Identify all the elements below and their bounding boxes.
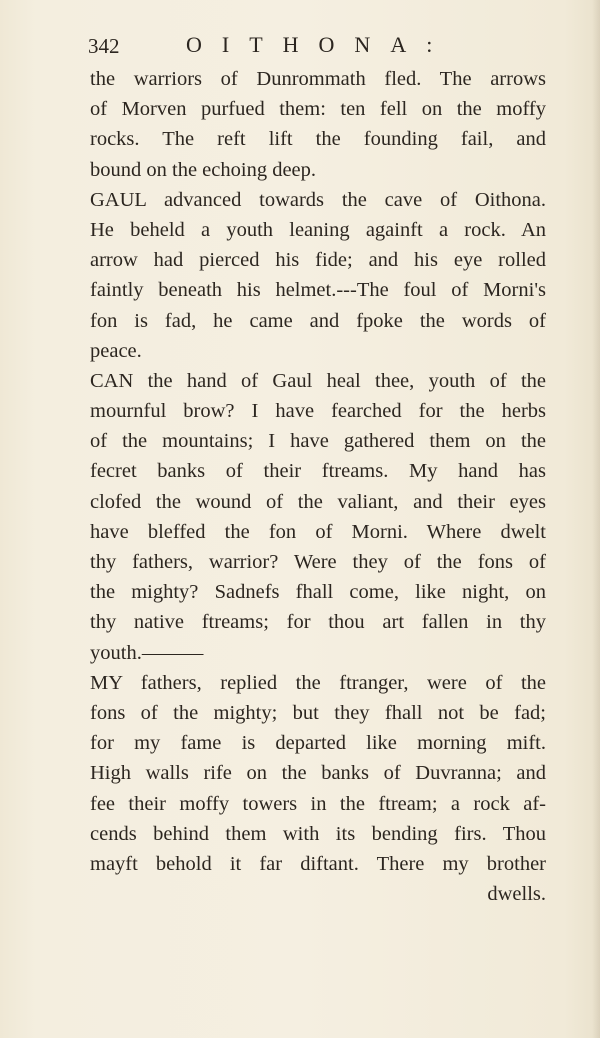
- text-line: He beheld a youth leaning againft a rock. An: [90, 218, 546, 241]
- text-line: MY fathers, replied the ftranger, were of the: [90, 671, 546, 694]
- text-line: peace.: [90, 339, 142, 362]
- text-line: faintly beneath his helmet.---The foul of Morni's: [90, 279, 546, 302]
- text-line: CAN the hand of Gaul heal thee, youth of the: [90, 369, 546, 392]
- text-line: of Morven purfued them: ten fell on the moffy: [90, 98, 546, 121]
- text-line: clofed the wound of the valiant, and their eyes: [90, 490, 546, 513]
- text-line: dwells.: [487, 883, 546, 906]
- text-line: thy native ftreams; for thou art fallen in thy: [90, 611, 546, 634]
- page-number: 342: [88, 34, 120, 58]
- text-line: mournful brow? I have fearched for the herbs: [90, 400, 546, 423]
- body-text: [90, 64, 546, 909]
- text-line: cends behind them with its bending firs. Thou: [90, 822, 546, 845]
- text-line: GAUL advanced towards the cave of Oithona.: [90, 188, 546, 211]
- text-line: High walls rife on the banks of Duvranna; and: [90, 762, 546, 785]
- text-line: fecret banks of their ftreams. My hand has: [90, 460, 546, 483]
- text-line: fee their moffy towers in the ftream; a rock af-: [90, 792, 546, 815]
- text-line: thy fathers, warrior? Were they of the fons of: [90, 551, 546, 573]
- text-line: have bleffed the fon of Morni. Where dwelt: [90, 520, 546, 543]
- page-edge-shadow: [592, 0, 600, 1038]
- text-line: fon is fad, he came and fpoke the words of: [90, 309, 546, 332]
- page-header: [88, 30, 468, 60]
- text-line: the warriors of Dunrommath fled. The arrows: [90, 68, 546, 90]
- text-line: rocks. The reft lift the founding fail, and: [90, 128, 546, 151]
- text-line: arrow had pierced his fide; and his eye rolled: [90, 249, 546, 272]
- text-line: of the mountains; I have gathered them on the: [90, 430, 546, 453]
- text-line: mayft behold it far diftant. There my brother: [90, 852, 546, 875]
- text-line: for my fame is departed like morning mift.: [90, 732, 546, 755]
- running-title: OITHONA:: [186, 32, 453, 57]
- text-line: bound on the echoing deep.: [90, 158, 317, 181]
- text-line: youth.———: [90, 641, 204, 664]
- text-line: fons of the mighty; but they fhall not be fad;: [90, 701, 546, 724]
- text-line: the mighty? Sadnefs fhall come, like night, on: [90, 581, 546, 604]
